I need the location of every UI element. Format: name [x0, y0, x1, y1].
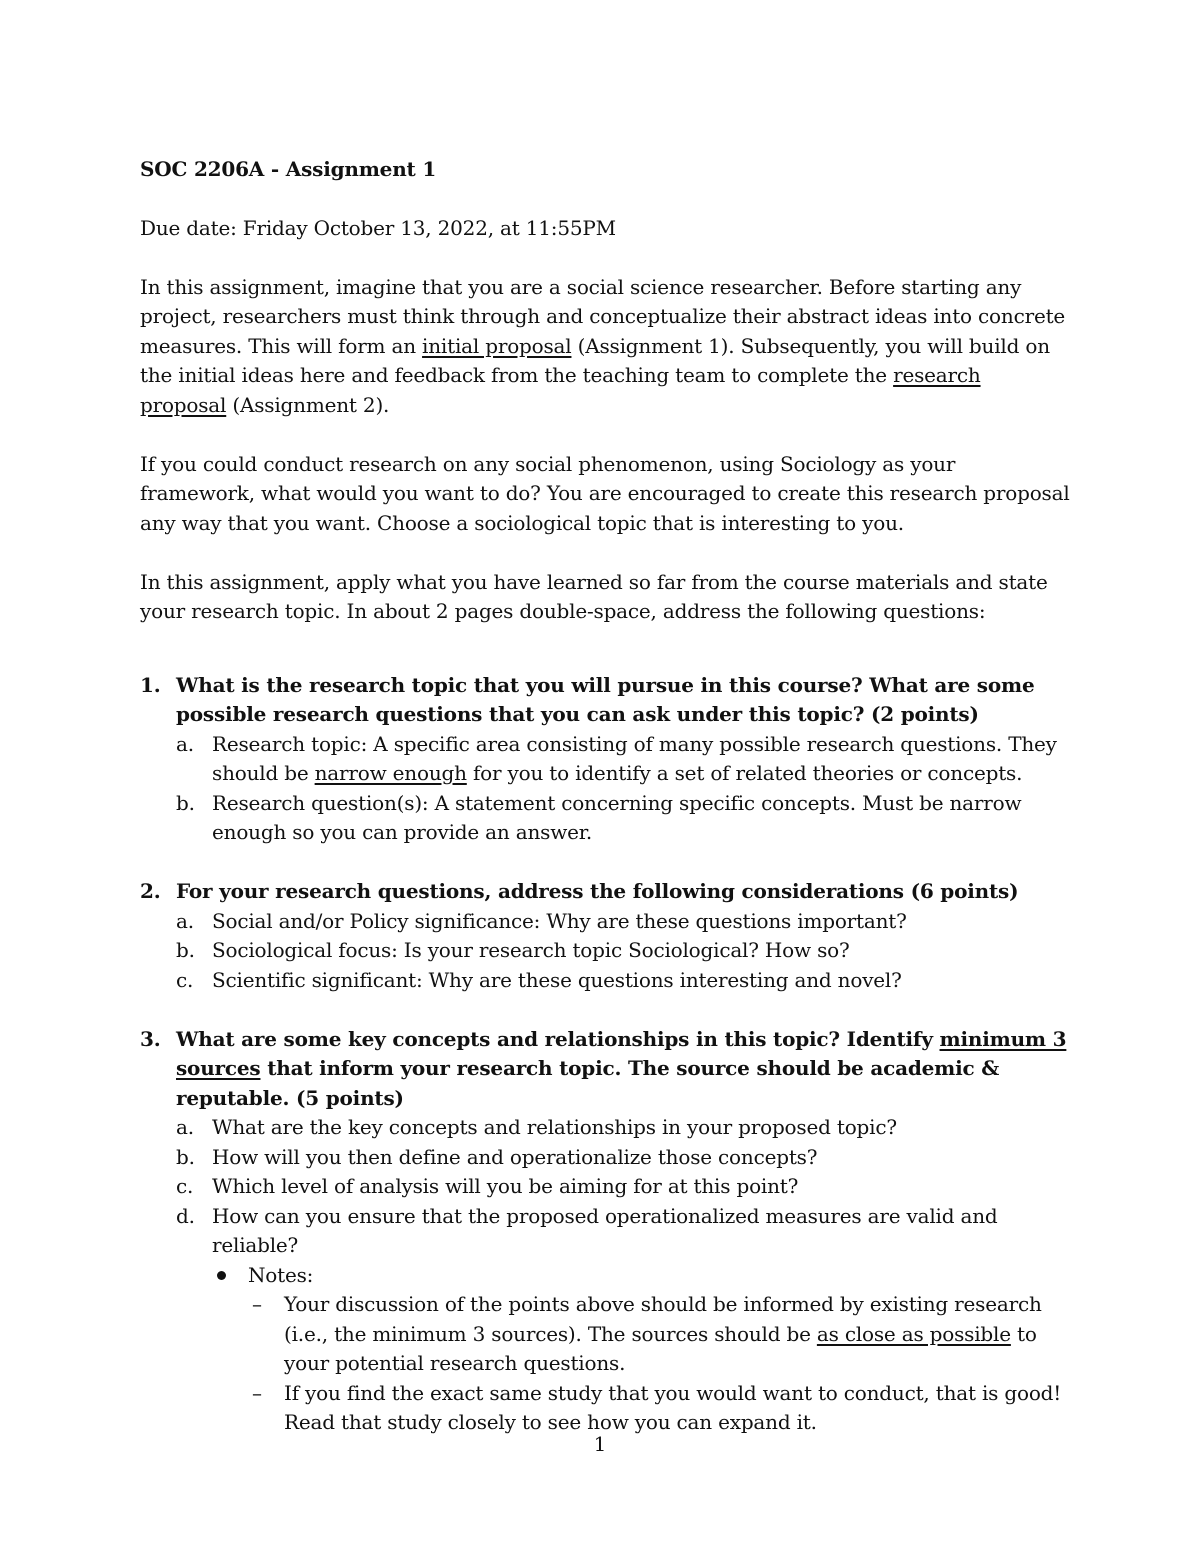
intro-paragraph-3: In this assignment, apply what you have learned so far from the course materials and state your research topic. In about 2 pages double-space, address the following questions:: [140, 569, 1048, 623]
item-letter: b.: [176, 790, 195, 815]
note-1-text-b: to your potential research questions.: [284, 1321, 1037, 1375]
question-list: [140, 671, 1070, 1438]
q3c-text: Which level of analysis will you be aiming for at this point?: [212, 1174, 799, 1198]
question-1: [140, 671, 1070, 848]
q1a-text-1: Research topic: A specific area consisting of many possible research questions. They should be: [212, 731, 1057, 785]
intro-paragraph-1: [140, 273, 1070, 421]
q3-text-2: that inform your research topic. The source should be academic & reputable. (5 points): [176, 1056, 1000, 1110]
question-1-number: 1.: [140, 672, 161, 697]
document-title: SOC 2206A - Assignment 1: [140, 157, 437, 181]
question-3-text: [176, 1025, 1070, 1114]
q1b-text: Research question(s): A statement concerning specific concepts. Must be narrow enough so you can provide an answer.: [212, 790, 1022, 844]
dash-icon: –: [252, 1292, 262, 1316]
item-letter: c.: [176, 1174, 194, 1198]
item-letter: a.: [176, 1115, 194, 1139]
note-1-text-a: Your discussion of the points above should be informed by existing research (i.e., the minimum 3 sources). The sources should be: [284, 1292, 1042, 1346]
item-letter: d.: [176, 1203, 195, 1228]
item-letter: b.: [176, 1144, 195, 1169]
q3-text-1: What are some key concepts and relationships in this topic? Identify: [176, 1026, 940, 1051]
item-letter: c.: [176, 967, 194, 992]
question-2-sublist: [176, 907, 1070, 996]
q3b-text: How will you then define and operationalize those concepts?: [212, 1144, 818, 1169]
intro-p1-text-a: In this assignment, imagine that you are a social science researcher. Before starting any project, researchers must think through and conceptualize their abstract ideas into concrete measures. This will form an: [140, 274, 1066, 358]
bullet-icon: [217, 1271, 226, 1280]
question-1-sublist: [176, 730, 1070, 848]
intro-p1-text-b: (Assignment 1). Subsequently, you will build on the initial ideas here and feedback from the teaching team to complete the: [140, 333, 1050, 387]
q2c-text: Scientific significant: Why are these questions interesting and novel?: [212, 967, 902, 992]
question-2: [140, 877, 1070, 995]
q3a-text: What are the key concepts and relationships in your proposed topic?: [212, 1115, 897, 1139]
notes-label: Notes:: [248, 1262, 314, 1287]
question-3-item-b: [176, 1143, 1070, 1173]
research-proposal-underlined: research proposal: [140, 363, 981, 417]
question-2-item-a: [176, 907, 1070, 937]
question-2-item-c: [176, 966, 1070, 996]
q1a-text-2: for you to identify a set of related theories or concepts.: [466, 761, 1023, 785]
notes-item: [212, 1261, 1070, 1438]
question-3-number: 3.: [140, 1026, 161, 1051]
question-3-item-c: [176, 1172, 1070, 1202]
question-2-number: 2.: [140, 879, 161, 903]
due-date: Due date: Friday October 13, 2022, at 11:55PM: [140, 215, 616, 240]
minimum-3-sources-underlined: minimum 3 sources: [176, 1026, 1067, 1080]
notes-dash-list: [248, 1290, 1070, 1438]
question-3-sublist: [176, 1113, 1070, 1438]
question-3-item-a: [176, 1113, 1070, 1143]
note-2: [248, 1379, 1070, 1438]
question-1-text: What is the research topic that you will pursue in this course? What are some possible research questions that you can ask under this topic? (2 points): [176, 672, 1035, 726]
note-1: [248, 1290, 1070, 1379]
intro-p1-text-c: (Assignment 2).: [226, 392, 390, 417]
item-letter: a.: [176, 908, 194, 933]
q3d-text: How can you ensure that the proposed operationalized measures are valid and reliable?: [212, 1203, 998, 1257]
document-body: [140, 155, 1070, 1438]
as-close-as-possible-underlined: as close as possible: [816, 1321, 1011, 1346]
question-2-text: For your research questions, address the following considerations (6 points): [176, 879, 1019, 903]
notes-list: [212, 1261, 1070, 1438]
initial-proposal-underlined: initial proposal: [422, 333, 572, 358]
question-3: [140, 1025, 1070, 1438]
page-number: 1: [593, 1432, 607, 1456]
question-3-item-d: [176, 1202, 1070, 1438]
q2a-text: Social and/or Policy significance: Why are these questions important?: [212, 908, 907, 933]
intro-paragraph-2: If you could conduct research on any social phenomenon, using Sociology as your framework, what would you want to do? You are encouraged to create this research proposal any way that you want. Choose a sociological topic that is interesting to you.: [140, 451, 1070, 535]
dash-icon: –: [252, 1380, 262, 1405]
q2b-text: Sociological focus: Is your research topic Sociological? How so?: [212, 938, 850, 962]
narrow-enough-underlined: narrow enough: [314, 761, 467, 785]
question-1-item-b: [176, 789, 1070, 848]
note-2-text: If you find the exact same study that you would want to conduct, that is good! Read that study closely to see how you can expand it.: [284, 1380, 1062, 1434]
question-1-item-a: [176, 730, 1070, 789]
item-letter: b.: [176, 938, 195, 962]
question-2-item-b: [176, 936, 1070, 966]
item-letter: a.: [176, 731, 194, 756]
